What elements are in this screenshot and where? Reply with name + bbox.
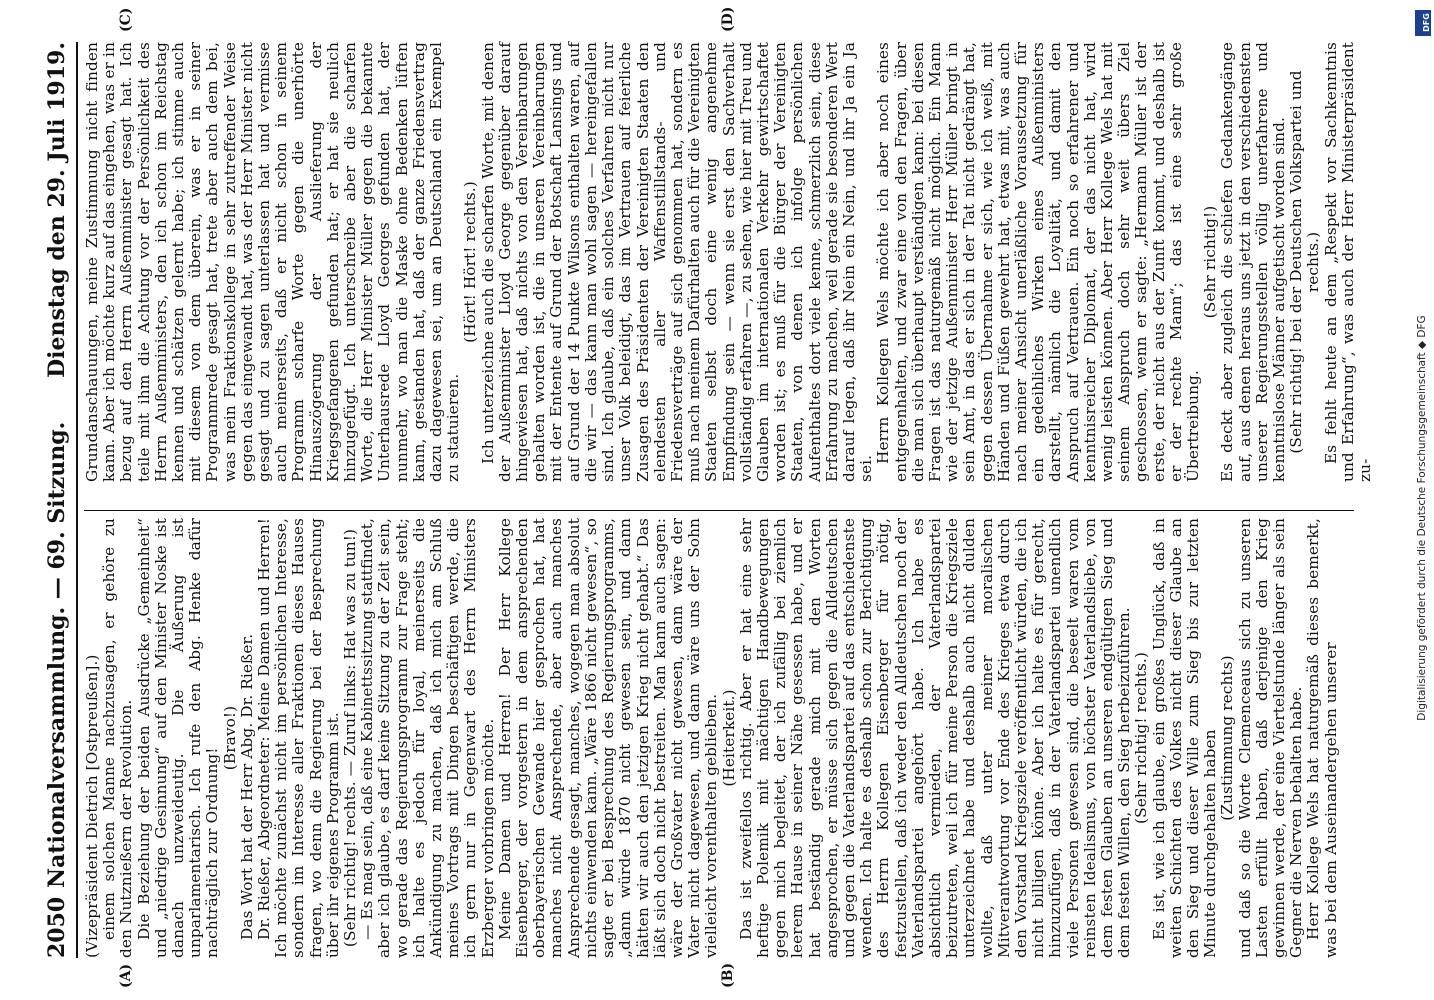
digitization-sidebar: [1414, 10, 1432, 994]
margin-marker-b: (B): [720, 962, 736, 988]
paragraph: Es ist, wie ich glaube, ein großes Unglück, daß in weiten Schichten des Volkes nicht dieser Glaube an den Sieg und dieser Wille zum Sieg bis zur letzten Minute durchgehalten haben: [1149, 518, 1220, 958]
column-divider: [84, 510, 1354, 511]
page-header: [42, 42, 78, 958]
interjection: (Hört! Hört! rechts.): [461, 181, 480, 343]
paragraph: Das Wort hat der Herr Abg. Dr. Rießer.: [237, 633, 256, 940]
paragraph: (Vizepräsident Dietrich [Ostpreußen].): [83, 654, 101, 958]
paragraph: Herrn Kollegen Wels möchte ich aber noch eines entgegenhalten, und zwar eine von den Fragen, über die man sich überhaupt verständigen kann: bei diesen Fragen ist das naturgemäß nicht möglich. Ein Mann wie der jetzige Außenminister Herr Müller bringt in sein Amt, in das er sich in der Tat nicht gedrängt hat, gegen dessen Übernahme er sich, wie ich weiß, mit Händen und Füßen gewehrt hat, etwas mit, was auch nach meiner Ansicht unerläßliche Voraussetzung für ein gedeihliches Wirken eines Außenministers darstellt, nämlich die Loyalität, und damit den Anspruch auf Vertrauen. Ein noch so erfahrener und kenntnisreicher Diplomat, der das nicht hat, wird wenig leisten können. Aber Herr Kollege Wels hat mit seinem Anspruch doch sehr weit übers Ziel geschossen, wenn er sagte: „Hermann Müller ist der erste, der nicht aus der Zunft kommt, und deshalb ist er der rechte Mann“; das ist eine sehr große Übertreibung.: [874, 42, 1202, 482]
paragraph: Dr. Rießer, Abgeordneter: Meine Damen und Herren! Ich möchte zunächst nicht im persönlichen Interesse, sondern im Interesse aller Fraktionen dieses Hauses fragen, wo denn die Regierung bei der Besprechung über ihr eigenes Programm ist.: [255, 518, 342, 958]
interjection: (Heiterkeit.): [719, 689, 738, 787]
paragraph: Das ist zweifellos richtig. Aber er hat eine sehr heftige Polemik mit mächtigen Handbewegungen gegen mich begleitet, der ich zufällig bei ziemlich leerem Hause in seiner Nähe gesessen habe, und er hat beständig gerade mich mit den Worten angesprochen, er müsse sich gegen die Alldeutschen und gegen die Vaterlandspartei auf das entschiedenste wenden. Ich halte es deshalb schon zur Berichtigung des Herrn Kollegen Eisenberger für nötig, festzustellen, daß ich weder den Alldeutschen noch der Vaterlandspartei angehört habe. Ich habe es absichtlich vermieden, der Vaterlandspartei beizutreten, weil ich für meine Person die Kriegsziele unterzeichnet habe und deshalb auch nicht dulden wollte, daß unter meiner moralischen Mitverantwortung vor Ende des Krieges etwa durch den Vorstand Kriegsziele veröffentlicht würden, die ich nicht billigen könne. Aber ich halte es für gerecht, hinzuzufügen, daß in der Vaterlandspartei unendlich viele Personen gewesen sind, die beseelt waren vom reinsten Idealismus, von höchster Vaterlandsliebe, von dem festen Glauben an unseren endgültigen Sieg und dem festen Willen, den Sieg herbeizuführen.: [736, 518, 1134, 958]
dfg-logo: [1415, 10, 1431, 36]
text-column-left: [84, 518, 1354, 958]
interjection: (Sehr richtig!): [1201, 205, 1220, 319]
paragraph: Die Beziehung der beiden Ausdrücke „Gemeinheit“ und „niedrige Gesinnung“ auf den Minister Noske ist danach unzweideutig. Die Äußerung ist unparlamentarisch. Ich rufe den Abg. Henke dafür nachträglich zur Ordnung!: [134, 518, 222, 958]
dfg-logo-text: DFG: [1421, 13, 1431, 32]
digitization-credit: Digitalisierung gefördert durch die Deutsche Forschungsgemeinschaft ◆ DFG: [1416, 315, 1428, 721]
paragraph: Meine Damen und Herren! Der Herr Kollege Eisenberger, der vorgestern in dem ansprechenden oberbayerischen Gewande hier gesprochen hat, hat manches nicht Ansprechende, aber auch manches Ansprechende gesagt, manches, wogegen man absolut nichts einwenden kann. „Wäre 1866 nicht gewesen“, so sagte er bei Besprechung des Regierungsprogramms, „dann würde 1870 nicht gewesen sein, und dann hätten wir auch den jetzigen Krieg nicht gehabt.“ Das läßt sich doch nicht bestreiten. Man kann auch sagen: wäre der Großvater nicht gewesen, dann wäre der Vater nicht dagewesen, und dann wäre uns der Sohn vielleicht vorenthalten geblieben.: [495, 518, 721, 958]
paragraph: Es deckt aber zugleich die schiefen Gedankengänge auf, aus denen heraus uns jetzt in den verschiedensten unserer Regierungsstellen völlig unerfahrene und kenntnislose Männer aufgetischt worden sind.: [1218, 42, 1289, 482]
paragraph: — Es mag sein, daß eine Kabinettssitzung stattfindet, aber ich glaube, es darf keine Sitzung zu der Zeit sein, wo gerade das Regierungsprogramm zur Frage steht; ich halte es jedoch für loyal, meinerseits die Ankündigung zu machen, daß ich mich am Schluß meines Vortrags mit Dingen beschäftigen werde, die ich gern nur in Gegenwart des Herrn Ministers Erzberger vorbringen möchte.: [358, 518, 497, 958]
margin-marker-a: (A): [118, 963, 134, 988]
margin-marker-d: (D): [720, 6, 736, 32]
header-left-title: Nationalversammlung. — 69. Sitzung.: [44, 421, 70, 888]
paragraph: Herr Kollege Wels hat naturgemäß dieses bemerkt, was bei dem Auseinandergehen unserer: [1304, 518, 1340, 958]
interjection: (Sehr richtig! bei der Deutschen Volkspartei und rechts.): [1287, 70, 1323, 454]
margin-marker-c: (C): [118, 7, 134, 32]
interjection: (Sehr richtig! rechts. — Zuruf links: Hat was zu tun!): [341, 528, 360, 948]
interjection: (Sehr richtig! rechts.): [1132, 652, 1151, 824]
interjection: (Bravo!): [220, 705, 239, 771]
paragraph: und daß so die Worte Clemenceaus sich zu unseren Lasten erfüllt haben, daß derjenige den Krieg gewinnen werde, der eine Viertelstunde länger als sein Gegner die Nerven behalten habe.: [1235, 518, 1306, 958]
paragraph: Ich unterzeichne auch die scharfen Worte, mit denen der Außenminister Lloyd George gegenüber darauf hingewiesen hat, daß nichts von den Vereinbarungen gehalten worden ist, die in unseren Vereinbarungen mit der Entente auf Grund der Botschaft Lansings und auf Grund der 14 Punkte Wilsons enthalten waren, auf die wir — das kann man wohl sagen — hereingefallen sind. Ich glaube, daß ein solches Verfahren nicht nur unser Volk beleidigt, das im Vertrauen auf feierliche Zusagen des Präsidenten der Vereinigten Staaten den elendesten aller Waffenstillstands- und Friedensverträge auf sich genommen hat, sondern es muß nach meinem Dafürhalten auch für die Vereinigten Staaten selbst doch eine wenig angenehme Empfindung sein — wenn sie erst den Sachverhalt vollständig erfahren —, zu sehen, wie hier mit Treu und Glauben im internationalen Verkehr gewirtschaftet worden ist; es muß für die Bürger der Vereinigten Staaten, von denen ich infolge persönlichen Aufenthaltes dort viele kenne, schmerzlich sein, diese Erfahrung zu machen, weil gerade sie besonderen Wert darauf legen, daß ihr Nein ein Nein, und ihr Ja ein Ja sei.: [478, 42, 876, 482]
text-column-right: [83, 42, 1375, 482]
page-number: 2050: [44, 896, 70, 958]
paragraph: einem solchen Manne nachzusagen, er gehöre zu den Nutznießern der Revolution.: [100, 518, 136, 958]
paragraph: Es fehlt heute an dem „Respekt vor Sachkenntnis und Erfahrung“, was auch der Herr Ministerpräsident zu-: [1321, 42, 1375, 482]
paragraph: Grundanschauungen, meine Zustimmung nicht finden kann. Aber ich möchte kurz auf das eingehen, was er in bezug auf den Herrn Außenminister gesagt hat. Ich teile mit ihm die Achtung vor der Persönlichkeit des Herrn Außenministers, den ich schon im Reichstag kennen und schätzen gelernt habe; ich stimme auch mit diesem von dem überein, was er in seiner Programmrede gesagt hat, trete aber auch dem bei, was mein Fraktionskollege in sehr zutreffender Weise gegen das eingewandt hat, was der Herr Minister nicht gesagt und zu sagen unterlassen hat und vermisse auch meinerseits, daß er nicht schon in seinem Programm scharfe Worte gegen die unerhörte Hinauszögerung der Auslieferung der Kriegsgefangenen gefunden hat; er hat sie neulich hinzugefügt. Ich unterschreibe aber die scharfen Worte, die Herr Minister Müller gegen die bekannte Unterhausrede Lloyd Georges gefunden hat, der nunmehr, wo man die Maske ohne Bedenken lüften kann, gestanden hat, daß der ganze Friedensvertrag dazu dagewesen sei, um an Deutschland ein Exempel zu statuieren.: [83, 42, 463, 482]
interjection: (Zustimmung rechts): [1218, 655, 1237, 821]
header-right-title: Dienstag den 29. Juli 1919.: [44, 42, 70, 378]
